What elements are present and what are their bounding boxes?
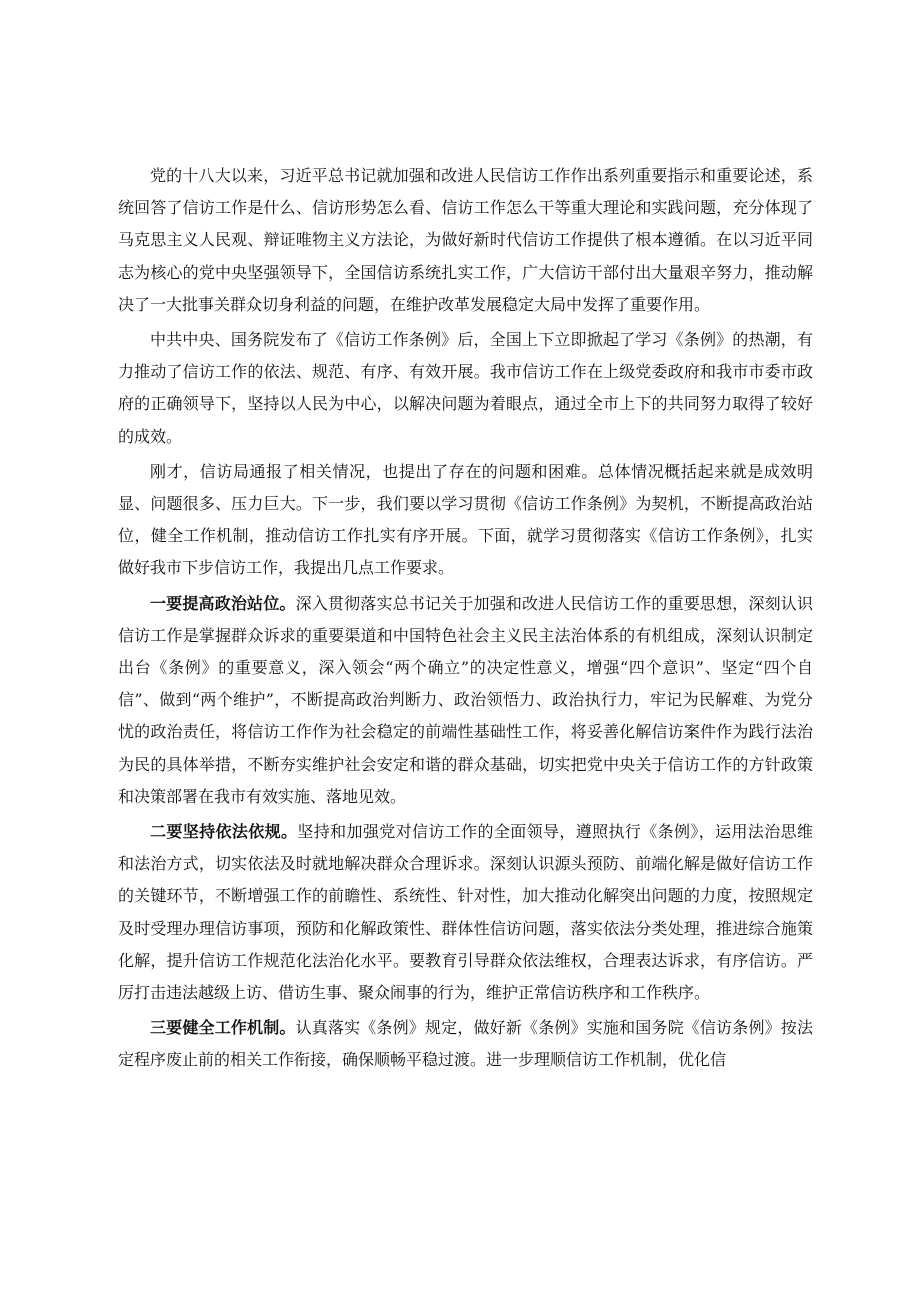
paragraph-text: 刚才，信访局通报了相关情况，也提出了存在的问题和困难。总体情况概括起来就是成效明显、问题很多、压力巨大。下一步，我们要以学习贯彻《信访工作条例》为契机，不断提高政治站位，健全工作机制，推动信访工作扎实有序开展。下面，就学习贯彻落实《信访工作条例》，扎实做好我市下步信访工作，我提出几点工作要求。: [118, 461, 813, 578]
paragraph-lead-heading: 二要坚持依法依规。: [150, 822, 298, 842]
paragraph-text: 中共中央、国务院发布了《信访工作条例》后，全国上下立即掀起了学习《条例》的热潮，有力推动了信访工作的依法、规范、有序、有效开展。我市信访工作在上级党委政府和我市市委市政府的正确领导下，坚持以人民为中心，以解决问题为着眼点，通过全市上下的共同努力取得了较好的成效。: [118, 330, 813, 446]
paragraph-intro: [118, 160, 813, 321]
paragraph-situation: [118, 456, 813, 585]
paragraph-text: 党的十八大以来，习近平总书记就加强和改进人民信访工作作出系列重要指示和重要论述，系统回答了信访工作是什么、信访形势怎么看、信访工作怎么干等重大理论和实践问题，充分体现了马克思主义人民观、辩证唯物主义方法论，为做好新时代信访工作提供了根本遵循。在以习近平同志为核心的党中央坚强领导下，全国信访系统扎实工作，广大信访干部付出大量艰辛努力，推动解决了一大批事关群众切身利益的问题，在维护改革发展稳定大局中发挥了重要作用。: [118, 166, 813, 314]
paragraph-regulation: [118, 324, 813, 453]
paragraph-requirement-2: [118, 816, 813, 1009]
paragraph-requirement-1: [118, 588, 813, 813]
paragraph-lead-heading: 三要健全工作机制。: [150, 1018, 296, 1038]
paragraph-text: 坚持和加强党对信访工作的全面领导，遵照执行《条例》，运用法治思维和法治方式，切实依法及时就地解决群众合理诉求。深刻认识源头预防、前端化解是做好信访工作的关键环节，不断增强工作的前瞻性、系统性、针对性，加大推动化解突出问题的力度，按照规定及时受理办理信访事项，预防和化解政策性、群体性信访问题，落实依法分类处理，推进综合施策化解，提升信访工作规范化法治化水平。要教育引导群众依法维权，合理表达诉求，有序信访。严厉打击违法越级上访、借访生事、聚众闹事的行为，维护正常信访秩序和工作秩序。: [118, 822, 813, 1003]
paragraph-requirement-3: [118, 1012, 813, 1076]
paragraph-text: 深入贯彻落实总书记关于加强和改进人民信访工作的重要思想，深刻认识信访工作是掌握群众诉求的重要渠道和中国特色社会主义民主法治体系的有机组成，深刻认识制定出台《条例》的重要意义，深入领会“两个确立”的决定性意义，增强“四个意识”、坚定“四个自信”、做到“两个维护”，不断提高政治判断力、政治领悟力、政治执行力，牢记为民解难、为党分忧的政治责任，将信访工作作为社会稳定的前端性基础性工作，将妥善化解信访案件作为践行法治为民的具体举措，不断夯实维护社会安定和谐的群众基础，切实把党中央关于信访工作的方针政策和决策部署在我市有效实施、落地见效。: [118, 593, 813, 806]
paragraph-lead-heading: 一要提高政治站位。: [150, 593, 296, 613]
paragraph-text: 认真落实《条例》规定，做好新《条例》实施和国务院《信访条例》按法定程序废止前的相关工作衔接，确保顺畅平稳过渡。进一步理顺信访工作机制，优化信: [118, 1018, 813, 1070]
document-body: [118, 160, 813, 1077]
